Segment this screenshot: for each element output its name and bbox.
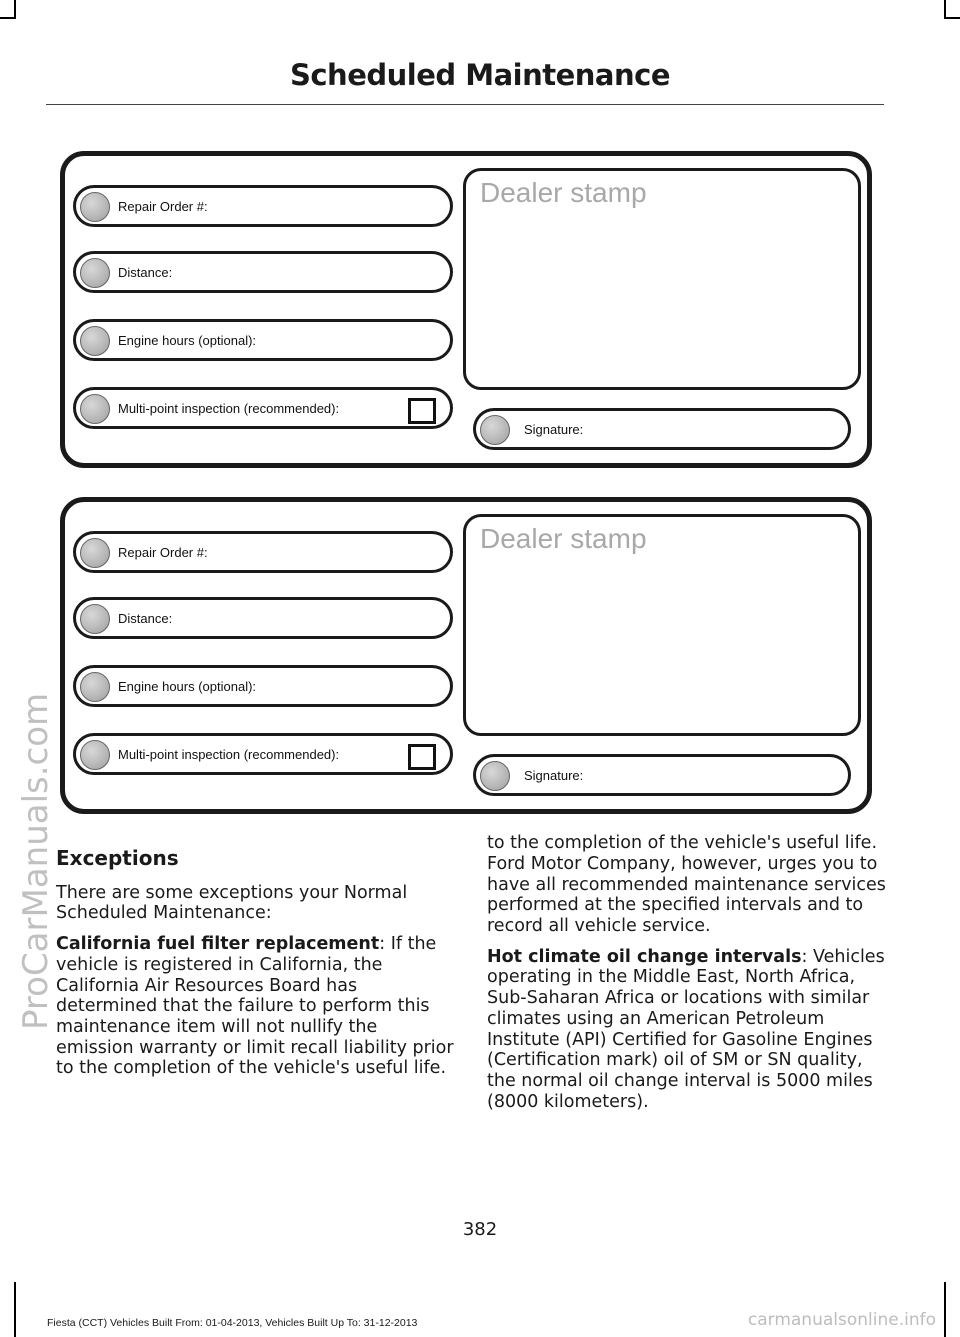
california-text: : If the vehicle is registered in California, the California Air Resources Board has determined that the failure to perform this maintenance item will not nullify the emission warranty or limit recall liability prior to the completion of the vehicle's useful life. — [56, 934, 454, 1079]
crop-mark — [944, 0, 946, 18]
bullet-icon — [480, 761, 510, 791]
engine-hours-field[interactable] — [73, 665, 453, 707]
left-column — [56, 848, 456, 1088]
bullet-icon — [80, 394, 110, 424]
crop-mark — [944, 17, 960, 19]
field-label: Engine hours (optional): — [118, 679, 257, 694]
footer-watermark: carmanualsonline.info — [747, 1310, 936, 1330]
bullet-icon — [80, 192, 110, 222]
california-continuation — [487, 833, 887, 1112]
bullet-icon — [80, 326, 110, 356]
crop-mark — [14, 0, 16, 18]
california-paragraph — [487, 833, 887, 937]
crop-mark — [14, 1282, 16, 1337]
hot-climate-title: Hot climate oil change intervals — [487, 946, 802, 967]
page-number: 382 — [462, 1219, 498, 1240]
field-label: Engine hours (optional): — [118, 333, 257, 348]
field-label: Distance: — [118, 611, 173, 626]
field-label: Signature: — [524, 768, 584, 783]
title-divider — [46, 104, 884, 105]
intro-paragraph: There are some exceptions your Normal Scheduled Maintenance: — [56, 882, 408, 924]
field-label: Multi-point inspection (recommended): — [118, 747, 340, 762]
field-label: Multi-point inspection (recommended): — [118, 401, 340, 416]
bullet-icon — [80, 538, 110, 568]
california-text: to the completion of the vehicle's useful life. Ford Motor Company, however, urges you to have all recommended maintenance services performed at the specified intervals and to record all vehicle service. — [487, 833, 886, 937]
dealer-stamp-box — [463, 168, 861, 390]
hot-climate-paragraph — [487, 947, 887, 1113]
bullet-icon — [80, 740, 110, 770]
engine-hours-field[interactable] — [73, 319, 453, 361]
hot-climate-text: : Vehicles operating in the Middle East, North Africa, Sub-Saharan Africa or locations with similar climates using an American Petroleum Institute (API) Certified for Gasoline Engines (Certification mark) oil of SM or SN quality, the normal oil change interval is 5000 miles (8000 kilometers). — [487, 946, 885, 1112]
maintenance-record-card — [60, 151, 872, 468]
field-label: Distance: — [118, 265, 173, 280]
bullet-icon — [80, 604, 110, 634]
inspection-checkbox[interactable] — [408, 398, 436, 424]
bullet-icon — [80, 672, 110, 702]
field-label: Repair Order #: — [118, 199, 208, 214]
california-paragraph — [56, 934, 456, 1078]
dealer-stamp-box — [463, 514, 861, 736]
side-watermark: ProCarManuals.com — [16, 692, 56, 1030]
field-label: Repair Order #: — [118, 545, 208, 560]
repair-order-field[interactable] — [73, 531, 453, 573]
right-column — [487, 833, 887, 1163]
maintenance-record-card — [60, 497, 872, 814]
distance-field[interactable] — [73, 597, 453, 639]
crop-mark — [944, 1282, 946, 1337]
crop-mark — [0, 17, 16, 19]
page-title: Scheduled Maintenance — [289, 58, 671, 92]
inspection-field[interactable] — [73, 387, 453, 429]
dealer-stamp-label: Dealer stamp — [480, 177, 647, 208]
signature-field[interactable] — [473, 408, 851, 450]
dealer-stamp-label: Dealer stamp — [480, 523, 647, 554]
repair-order-field[interactable] — [73, 185, 453, 227]
bullet-icon — [480, 415, 510, 445]
section-heading: Exceptions — [56, 846, 179, 870]
bullet-icon — [80, 258, 110, 288]
inspection-checkbox[interactable] — [408, 744, 436, 770]
california-title: California fuel filter replacement — [56, 934, 380, 955]
distance-field[interactable] — [73, 251, 453, 293]
vehicle-info: Fiesta (CCT) Vehicles Built From: 01-04-2013, Vehicles Built Up To: 31-12-2013 — [47, 1317, 418, 1329]
inspection-field[interactable] — [73, 733, 453, 775]
field-label: Signature: — [524, 422, 584, 437]
signature-field[interactable] — [473, 754, 851, 796]
